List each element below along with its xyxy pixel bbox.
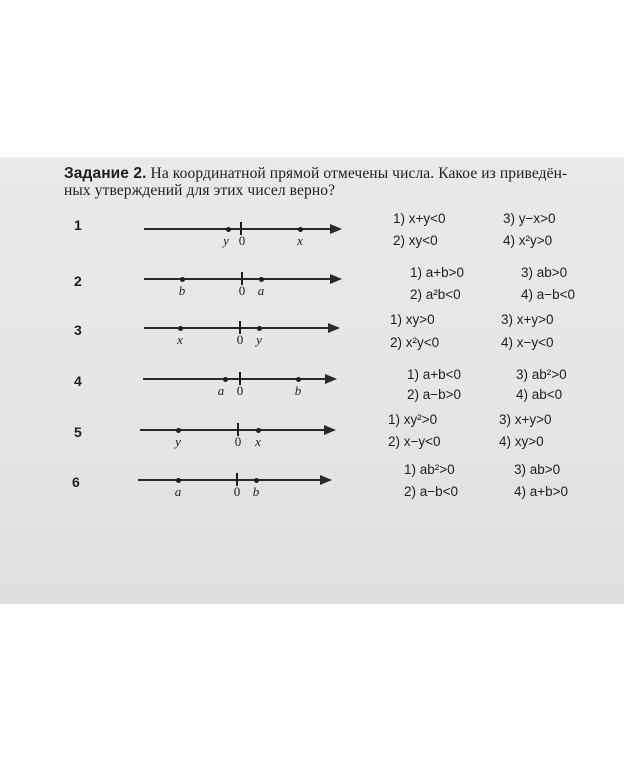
option-3: 3) ab>0: [514, 462, 561, 477]
label-x: x: [177, 332, 183, 347]
axis-line: [140, 429, 326, 431]
option-1: 1) xy>0: [390, 312, 435, 327]
task-text-line2: ных утверждений для этих чисел верно?: [64, 182, 336, 199]
option-4: 4) a−b<0: [521, 287, 576, 302]
row-number: 4: [74, 373, 82, 389]
problem-row-1: [0, 211, 624, 267]
option-3: 3) ab²>0: [516, 367, 567, 382]
arrow-icon: [324, 425, 336, 435]
point-a: [259, 277, 264, 282]
option-4: 4) a+b>0: [514, 484, 569, 499]
label-zero: 0: [233, 484, 241, 499]
problem-row-2: [0, 265, 624, 317]
label-x: x: [255, 434, 261, 449]
label-zero: 0: [236, 383, 244, 398]
option-2: 2) xy<0: [393, 233, 438, 248]
row-number: 3: [74, 322, 82, 338]
option-1: 1) x+y<0: [393, 211, 446, 226]
point-a: [223, 377, 228, 382]
option-2: 2) a²b<0: [410, 287, 461, 302]
label-x: x: [297, 233, 303, 248]
point-b: [180, 277, 185, 282]
point-y: [257, 326, 262, 331]
option-4: 4) xy>0: [499, 434, 544, 449]
task-title: [64, 165, 616, 199]
label-b: b: [252, 484, 260, 499]
option-2: 2) a−b>0: [407, 387, 462, 402]
row-number: 6: [72, 474, 80, 490]
arrow-icon: [330, 224, 342, 234]
option-2: 2) x−y<0: [388, 434, 441, 449]
option-4: 4) ab<0: [516, 387, 563, 402]
option-1: 1) xy²>0: [388, 412, 438, 427]
point-x: [298, 227, 303, 232]
point-b: [254, 478, 259, 483]
option-2: 2) a−b<0: [404, 484, 459, 499]
point-x: [256, 428, 261, 433]
arrow-icon: [328, 323, 340, 333]
point-y: [176, 428, 181, 433]
worksheet: [0, 157, 624, 604]
task-text-line1: На координатной прямой отмечены числа. Какое из приведён-: [146, 165, 568, 182]
axis-line: [144, 278, 332, 280]
axis-line: [144, 327, 330, 329]
option-3: 3) x+y>0: [499, 412, 552, 427]
label-zero: 0: [238, 233, 246, 248]
label-zero: 0: [234, 434, 242, 449]
arrow-icon: [325, 374, 337, 384]
point-b: [296, 377, 301, 382]
point-x: [178, 326, 183, 331]
axis-line: [144, 228, 332, 230]
option-3: 3) y−x>0: [503, 211, 556, 226]
option-2: 2) x²y<0: [390, 335, 440, 350]
row-number: 5: [74, 424, 82, 440]
label-a: a: [217, 383, 225, 398]
option-4: 4) x−y<0: [501, 335, 554, 350]
row-number: 1: [74, 217, 82, 233]
label-b: b: [178, 283, 186, 298]
axis-line: [138, 479, 322, 481]
label-zero: 0: [236, 332, 244, 347]
problem-row-3: [0, 314, 624, 366]
point-y: [226, 227, 231, 232]
option-3: 3) x+y>0: [501, 312, 554, 327]
label-zero: 0: [238, 283, 246, 298]
option-3: 3) ab>0: [521, 265, 568, 280]
label-b: b: [294, 383, 302, 398]
arrow-icon: [320, 475, 332, 485]
row-number: 2: [74, 273, 82, 289]
problem-row-5: [0, 412, 624, 468]
label-a: a: [257, 283, 265, 298]
option-1: 1) a+b>0: [410, 265, 465, 280]
task-number: Задание 2.: [64, 165, 147, 182]
label-y: y: [256, 332, 262, 347]
problem-row-4: [0, 365, 624, 417]
problem-row-6: [0, 462, 624, 518]
option-1: 1) a+b<0: [407, 367, 462, 382]
point-a: [176, 478, 181, 483]
label-y: y: [223, 233, 229, 248]
option-1: 1) ab²>0: [404, 462, 455, 477]
label-a: a: [174, 484, 182, 499]
label-y: y: [175, 434, 181, 449]
arrow-icon: [330, 274, 342, 284]
option-4: 4) x²y>0: [503, 233, 553, 248]
